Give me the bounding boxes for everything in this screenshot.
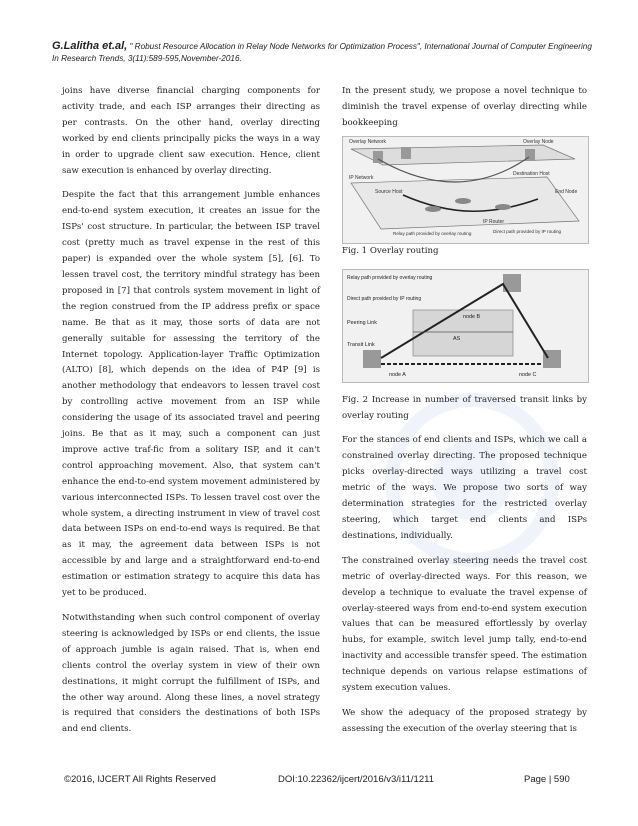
figure-transit-links (342, 269, 589, 383)
overlay-routing-diagram (343, 137, 588, 243)
footer-copyright: ©2016, IJCERT All Rights Reserved (64, 774, 216, 785)
left-column (62, 84, 320, 747)
label-as: AS (453, 335, 461, 342)
label-ip-router: IP Router (483, 218, 505, 225)
body-paragraph: joins have diverse financial charging components for activity trade, and each ISP arranges their directing as per contrasts. On the other hand, overlay directing worked by end clients principally picks the ways in a way in order to upgrade client saw execution. Hence, client saw execution is enhanced by overlay directing. (62, 86, 320, 176)
label-node-a: node A (389, 371, 406, 378)
label-overlay-node: Overlay Node (523, 138, 554, 145)
label-overlay-network: Overlay Network (349, 138, 386, 145)
body-paragraph: Notwithstanding when such control component of overlay steering is acknowledged by ISPs or end clients, the issue of approach jumble is again raised. That is, when end clients control the overlay system in view of their own destinations, it might corrupt the fulfillment of ISPs, and the other way around. Along these lines, a novel strategy is required that considers the destinations of both ISPs and end clients. (62, 613, 320, 735)
transit-links-diagram (343, 270, 588, 382)
figure-1-caption: Fig. 1 Overlay routing (342, 245, 439, 256)
label-peering-link: Peering Link (347, 319, 377, 326)
page-header (52, 40, 592, 65)
ip-router-shape (455, 198, 471, 204)
footer-page-number: Page | 590 (524, 774, 570, 785)
right-column (342, 84, 587, 747)
figure-2-caption: Fig. 2 Increase in number of traversed transit links by overlay routing (342, 394, 587, 421)
label-transit-link: Transit Link (347, 341, 375, 348)
body-paragraph: We show the adequacy of the proposed strategy by assessing the execution of the overlay steering that is (342, 707, 587, 734)
label-destination-host: Destination Host (513, 170, 550, 177)
body-paragraph: Despite the fact that this arrangement jumble enhances end-to-end system execution, it creates an issue for the ISPs' cost structure. In particular, the between ISP travel cost (pretty much as travel expense in the rest of this paper) is expanded over the whole system [5], [6]. To lessen travel cost, the territory mindful strategy has been proposed in [7] that controls system movement in light of the region construed from the IP address prefix or space name. Be that as it may, those sorts of data are not generally suitable for assessing the territory of the Internet topology. Application-layer Traffic Optimization (ALTO) [8], which depends on the idea of P4P [9] is another methodology that endeavors to lessen travel cost by controlling active movement from an ISP while considering the usage of its associated travel and peering joins. Be that as it may, such a component can just improve active traf-fic from a solitary ISP, and it can't control approaching movement. Also, that system can't enhance the end-to-end system movement administered by various interconnected ISPs. To lessen travel cost over the whole system, a directing instrument in view of travel cost data between ISPs on end-to-end ways is required. Be that as it may, the agreement data between ISPs is not accessible by and large and a straightforward end-to-end estimation or estimation strategy to acquire this data has yet to be produced. (62, 190, 320, 599)
intro-paragraph: In the present study, we propose a novel technique to diminish the travel expense of overlay directing while bookkeeping (342, 86, 587, 128)
label-node-b: node B (463, 313, 481, 320)
label-direct-path: Direct path provided by IP routing (347, 295, 422, 302)
ip-router-shape (425, 206, 441, 212)
ip-router-shape (495, 204, 511, 210)
label-relay-path: Relay path provided by overlay routing (393, 230, 472, 236)
label-relay-path: Relay path provided by overlay routing (347, 274, 433, 281)
overlay-node-shape (401, 147, 411, 159)
header-authors: G.Lalitha et.al, (52, 40, 128, 52)
body-paragraph: For the stances of end clients and ISPs, which we call a constrained overlay directing. The proposed technique picks overlay-directed ways utilizing a travel cost metric of the ways. We propose two sorts of way determination strategies for the restricted overlay steering, which target end clients and ISPs destinations, individually. (342, 435, 587, 541)
label-node-c: node C (519, 371, 537, 378)
body-paragraph: The constrained overlay steering needs the travel cost metric of overlay-directed ways. For this reason, we develop a technique to evaluate the travel expense of overlay-steered ways from end-to-end system execution values that can be measured effortlessly by overlay hubs, for example, switch level jump tally, end-to-end inactivity and accessible transfer speed. The estimation technique depends on various relapse estimations of system execution values. (342, 555, 587, 694)
label-source-host: Source Host (375, 188, 403, 195)
overlay-plane (351, 145, 575, 165)
node-a-server (363, 350, 381, 368)
figure-overlay-routing (342, 136, 589, 244)
label-end-node: End Node (555, 188, 578, 195)
label-ip-network: IP Network (349, 174, 374, 181)
header-citation: " Robust Resource Allocation in Relay Node Networks for Optimization Process", International Journal of Computer Engineering In Research Trends, 3(11):589-595,November-2016. (52, 42, 592, 63)
footer-doi: DOI:10.22362/ijcert/2016/v3/i11/1211 (278, 774, 434, 785)
label-direct-path: Direct path provided by IP routing (493, 228, 562, 234)
